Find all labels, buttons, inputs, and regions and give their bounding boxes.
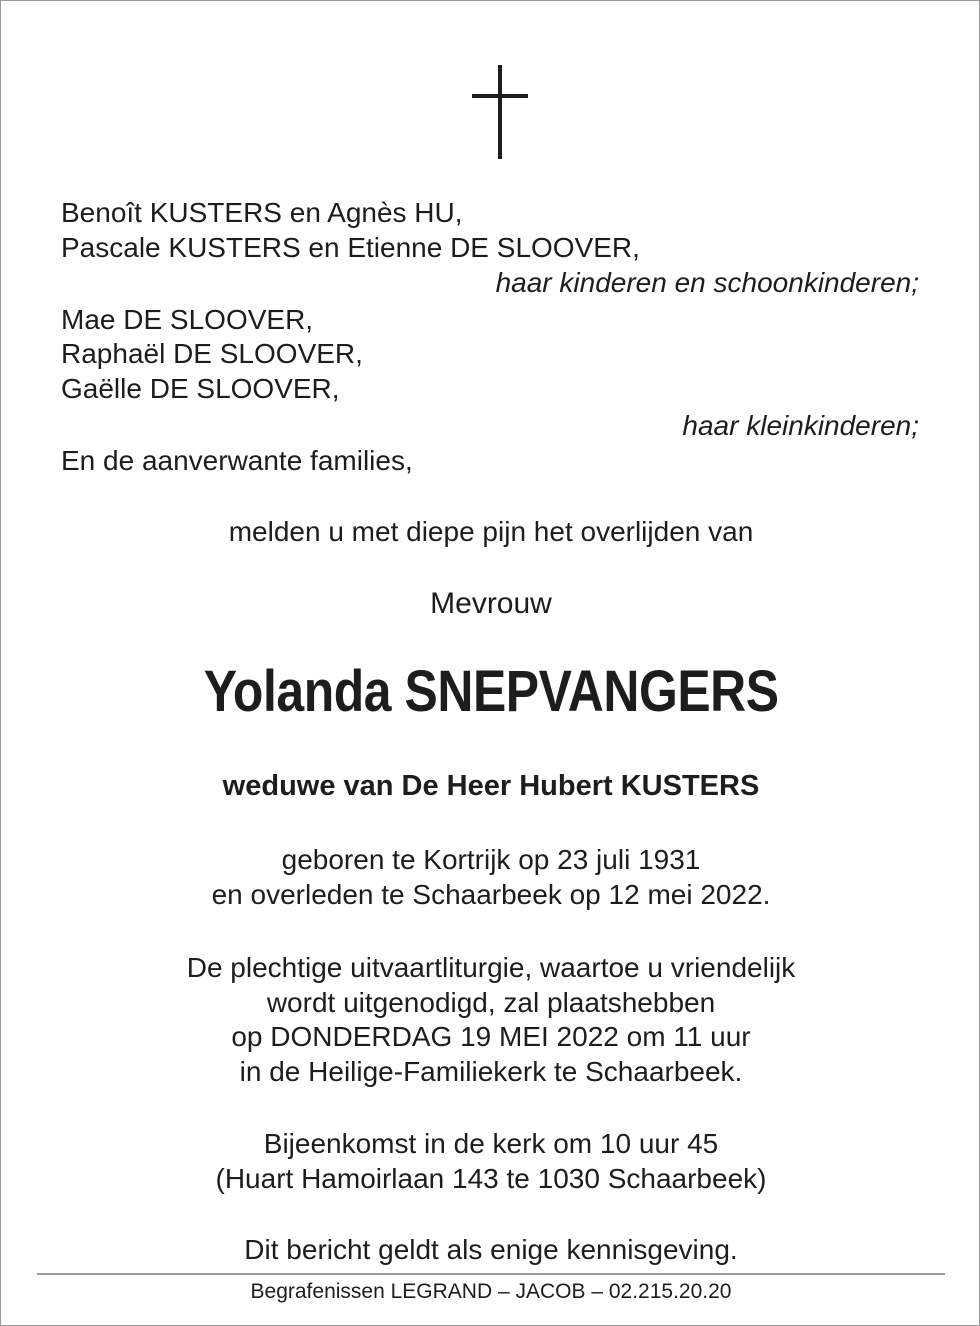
gathering-line-1: Bijeenkomst in de kerk om 10 uur 45	[263, 1128, 719, 1159]
grandchild-line-2: Raphaël DE SLOOVER,	[61, 338, 363, 369]
relatives-line: En de aanverwante families,	[61, 445, 413, 476]
deceased-name-text: Yolanda SNEPVANGERS	[203, 659, 779, 724]
children-line-2: Pascale KUSTERS en Etienne DE SLOOVER,	[61, 232, 640, 263]
grandchildren-role: haar kleinkinderen;	[682, 410, 919, 441]
ceremony-line-4: in de Heilige-Familiekerk te Schaarbeek.	[239, 1056, 743, 1087]
widow-of-line: weduwe van De Heer Hubert KUSTERS	[222, 770, 760, 802]
deceased-name	[1, 657, 980, 727]
children-role: haar kinderen en schoonkinderen;	[495, 267, 919, 298]
died-line: en overleden te Schaarbeek op 12 mei 2022.	[211, 879, 771, 910]
ceremony-line-1: De plechtige uitvaartliturgie, waartoe u vriendelijk	[186, 952, 796, 983]
ceremony-line-3: op DONDERDAG 19 MEI 2022 om 11 uur	[231, 1021, 751, 1052]
born-line: geboren te Kortrijk op 23 juli 1931	[281, 844, 701, 875]
children-line-1: Benoît KUSTERS en Agnès HU,	[61, 197, 463, 228]
funeral-home-footer: Begrafenissen LEGRAND – JACOB – 02.215.20.20	[250, 1280, 732, 1303]
grandchild-line-3: Gaëlle DE SLOOVER,	[61, 373, 340, 404]
announcement-line: melden u met diepe pijn het overlijden van	[228, 516, 754, 547]
grandchild-line-1: Mae DE SLOOVER,	[61, 304, 314, 335]
deceased-title: Mevrouw	[430, 587, 552, 620]
footer-divider	[37, 1273, 945, 1275]
ceremony-line-2: wordt uitgenodigd, zal plaatshebben	[266, 987, 716, 1018]
notice-line: Dit bericht geldt als enige kennisgeving.	[244, 1234, 738, 1265]
cross-icon	[472, 65, 528, 159]
gathering-line-2: (Huart Hamoirlaan 143 te 1030 Schaarbeek)	[215, 1163, 767, 1194]
